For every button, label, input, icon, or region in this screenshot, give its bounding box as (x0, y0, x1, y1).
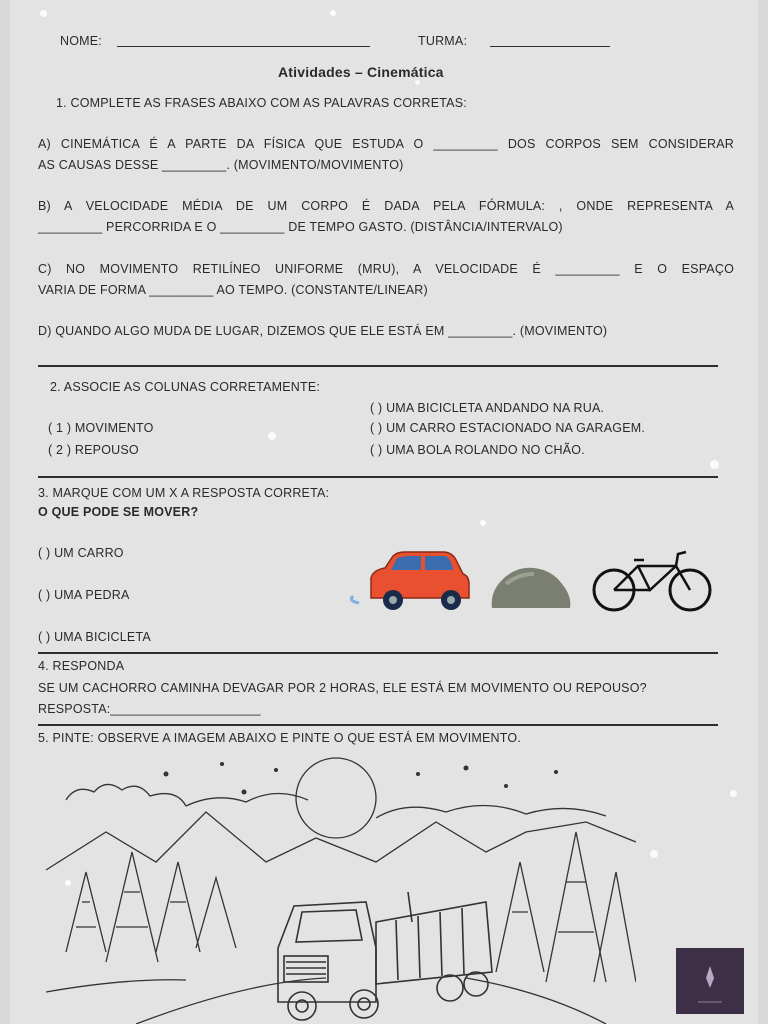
pine-tree-outline (66, 872, 106, 952)
snow-dot (480, 520, 486, 526)
ground-outline (46, 980, 186, 992)
q2-right-item: ( ) UMA BICICLETA ANDANDO NA RUA. (370, 401, 605, 415)
q2-right-item: ( ) UMA BOLA ROLANDO NO CHÃO. (370, 443, 585, 457)
section-divider (38, 724, 718, 726)
page-title: Atividades – Cinemática (278, 64, 444, 80)
snow-dot (710, 460, 719, 469)
coloring-scene[interactable] (46, 752, 636, 1024)
pine-tree-outline (196, 878, 236, 948)
snow-dot (415, 80, 420, 85)
q3-question: O QUE PODE SE MOVER? (38, 505, 199, 519)
pine-tree-outline (156, 862, 200, 952)
q3-heading: 3. MARQUE COM UM X A RESPOSTA CORRETA: (38, 486, 330, 500)
section-divider (38, 652, 718, 654)
name-field[interactable] (117, 46, 370, 47)
snow-dot (330, 10, 336, 16)
snow-dot (730, 790, 737, 797)
pine-tree-outline (496, 862, 544, 972)
q4-heading: 4. RESPONDA (38, 659, 125, 673)
car-illustration (345, 548, 475, 614)
q2-heading: 2. ASSOCIE AS COLUNAS CORRETAMENTE: (50, 380, 321, 394)
pine-tree-outline (594, 872, 636, 982)
brand-logo (676, 948, 744, 1014)
snow-dot (268, 432, 276, 440)
q2-left-item: ( 1 ) MOVIMENTO (48, 421, 154, 435)
q2-left-item: ( 2 ) REPOUSO (48, 443, 139, 457)
pine-tree-outline (546, 832, 606, 982)
snow-dot (40, 10, 47, 17)
q3-option-stone[interactable]: ( ) UMA PEDRA (38, 588, 130, 602)
q1-b-line2: _________ PERCORRIDA E O _________ DE TEMPO GASTO. (DISTÂNCIA/INTERVALO) (38, 220, 563, 234)
q1-d-line1: D) QUANDO ALGO MUDA DE LUGAR, DIZEMOS QUE ELE ESTÁ EM _________. (MOVIMENTO) (38, 324, 608, 338)
q2-right-item: ( ) UM CARRO ESTACIONADO NA GARAGEM. (370, 421, 646, 435)
q1-heading: 1. COMPLETE AS FRASES ABAIXO COM AS PALAVRAS CORRETAS: (56, 96, 467, 110)
q3-option-bicycle[interactable]: ( ) UMA BICICLETA (38, 630, 151, 644)
q4-question: SE UM CACHORRO CAMINHA DEVAGAR POR 2 HORAS, ELE ESTÁ EM MOVIMENTO OU REPOUSO? (38, 681, 647, 695)
q5-heading: 5. PINTE: OBSERVE A IMAGEM ABAIXO E PINTE O QUE ESTÁ EM MOVIMENTO. (38, 731, 521, 745)
truck-outline (278, 892, 492, 1020)
worksheet-page (10, 0, 758, 1024)
pine-tree-outline (106, 852, 158, 962)
q1-c-line1: C) NO MOVIMENTO RETILÍNEO UNIFORME (MRU), A VELOCIDADE É _________ E O ESPAÇO (38, 262, 734, 276)
class-label: TURMA: (418, 34, 468, 48)
q1-c-line2: VARIA DE FORMA _________ AO TEMPO. (CONSTANTE/LINEAR) (38, 283, 428, 297)
road-outline (136, 978, 606, 1024)
stone-illustration (488, 562, 574, 614)
q4-answer-field[interactable]: RESPOSTA:_____________________ (38, 702, 261, 716)
q1-b-line1: B) A VELOCIDADE MÉDIA DE UM CORPO É DADA PELA FÓRMULA: , ONDE REPRESENTA A (38, 199, 734, 213)
cloud-outline (66, 784, 186, 806)
section-divider (38, 476, 718, 478)
q1-a-line1: A) CINEMÁTICA É A PARTE DA FÍSICA QUE ESTUDA O _________ DOS CORPOS SEM CONSIDERAR (38, 137, 734, 151)
snow-dot (650, 850, 658, 858)
cloud-outline (376, 805, 606, 818)
class-field[interactable] (490, 46, 610, 47)
cloud-outline (186, 793, 308, 806)
moon-outline (296, 758, 376, 838)
q3-option-car[interactable]: ( ) UM CARRO (38, 546, 124, 560)
name-label: NOME: (60, 34, 102, 48)
bicycle-illustration (590, 544, 716, 614)
section-divider (38, 365, 718, 367)
q1-a-line2: AS CAUSAS DESSE _________. (MOVIMENTO/MOVIMENTO) (38, 158, 404, 172)
